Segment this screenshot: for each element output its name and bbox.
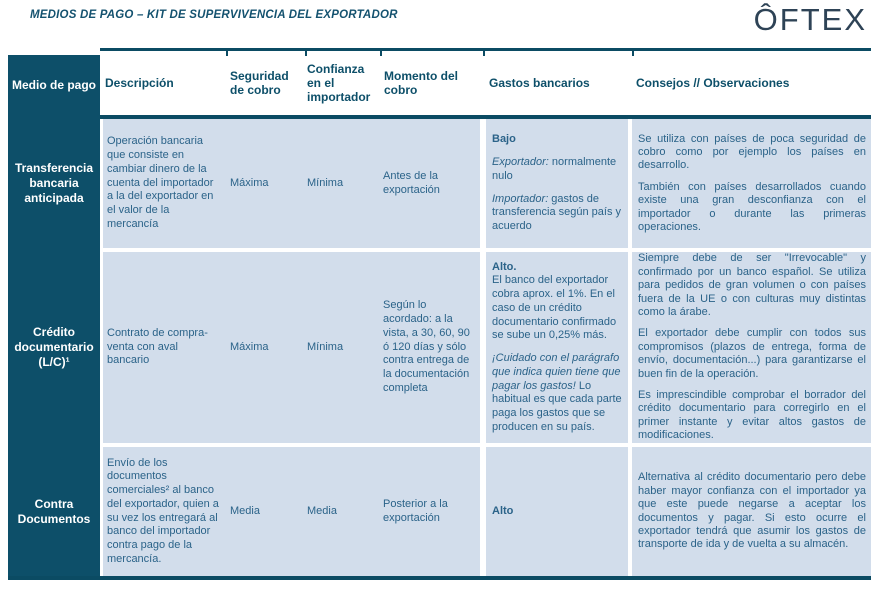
- header-consejos: Consejos // Observaciones: [636, 75, 790, 90]
- row1-main-cells: [103, 119, 480, 248]
- confianza-cell: Mínima: [307, 176, 344, 189]
- gastos-cell: [486, 119, 628, 248]
- seguridad-cell: Máxima: [230, 340, 269, 353]
- table-row: [0, 447, 881, 576]
- gastos-nivel: Alto.: [492, 260, 517, 273]
- confianza-cell: Media: [307, 504, 337, 517]
- header-medio-de-pago: Medio de pago: [12, 77, 96, 92]
- gastos-cell: [486, 252, 628, 443]
- header-confianza: Confianza en el importador: [307, 61, 371, 105]
- gastos-detalle: El banco del exportador cobra aprox. el 1%. En el caso de un crédito documentario confirmado se sube un 0,25% más.: [492, 274, 617, 342]
- descripcion-cell: Operación bancaria que consiste en cambiar dinero de la cuenta del importador a la del exportador en el valor de la mercancía: [107, 135, 214, 230]
- column-tick: [483, 48, 485, 56]
- seguridad-cell: Media: [230, 504, 260, 517]
- column-tick: [632, 48, 634, 56]
- consejos-cell: [632, 252, 871, 443]
- consejo-paragraph: Se utiliza con países de poca seguridad de cobro como por ejemplo los países en desarrollo.: [638, 132, 866, 172]
- header-momento: Momento del cobro: [384, 68, 458, 97]
- consejo-paragraph: El exportador debe cumplir con todos sus compromisos (plazos de entrega, forma de envío, documentación...) para garantizarse el buen fin de la operación.: [638, 327, 866, 380]
- header-gastos: Gastos bancarios: [489, 75, 590, 90]
- gastos-cell: [486, 447, 628, 576]
- consejos-cell: [632, 447, 871, 576]
- confianza-cell: Mínima: [307, 340, 344, 353]
- row-label-contra-documentos: Contra Documentos: [17, 496, 91, 526]
- consejo-paragraph: Es imprescindible comprobar el borrador del crédito documentario para corregirlo en el primer instante y evitar altos gastos de modificaciones.: [638, 389, 866, 442]
- consejos-cell: [632, 119, 871, 248]
- momento-cell: Antes de la exportación: [383, 169, 440, 196]
- row-label-transferencia: Transferencia bancaria anticipada: [14, 161, 94, 205]
- gastos-nivel: Alto: [492, 504, 514, 517]
- descripcion-cell: Contrato de compra-venta con aval bancario: [107, 326, 208, 367]
- row3-main-cells: [103, 447, 480, 576]
- consejo-paragraph: También con países desarrollados cuando existe una gran desconfianza con el importador o durante las primeras operaciones.: [638, 180, 866, 234]
- header-descripcion: Descripción: [105, 75, 174, 90]
- header-seguridad: Seguridad de cobro: [230, 68, 289, 97]
- row-label-credito-documentario: Crédito documentario (L/C)¹: [14, 325, 94, 369]
- oftex-logo: ÔFTEX: [753, 2, 867, 37]
- row2-main-cells: [103, 252, 480, 443]
- gastos-aviso: ¡Cuidado con el parágrafo que indica quien tiene que pagar los gastos! Lo habitual es que cada parte paga los gastos que se producen en su país.: [492, 352, 622, 433]
- momento-cell: Según lo acordado: a la vista, a 30, 60, 90 ó 120 días y sólo contra entrega de la documentación completa: [383, 299, 470, 394]
- consejo-paragraph: Alternativa al crédito documentario pero debe haber mayor confianza con el importador ya que este puede negarse a aceptar los documentos y pagar. Si esto ocurre el exportador tendrá que asumir los gastos de transporte de ida y de vuelta a su almacén.: [638, 471, 866, 551]
- gastos-nivel: Bajo: [492, 133, 516, 146]
- descripcion-cell: Envío de los documentos comerciales² al banco del exportador, quien a su vez los entregará al banco del importador contra pago de la mercancía.: [107, 456, 219, 565]
- consejo-paragraph: Siempre debe de ser "Irrevocable" y confirmado por un banco español. Se utiliza para pedidos de gran volumen o con países fuera de la UE o con culturas muy distintas como la árabe.: [638, 252, 866, 318]
- table-bottom-border: [8, 576, 871, 580]
- seguridad-cell: Máxima: [230, 176, 269, 189]
- table-row: [0, 252, 881, 443]
- column-tick: [226, 48, 228, 56]
- gastos-exportador: Exportador: normalmente nulo: [492, 156, 617, 182]
- gastos-importador: Importador: gastos de transferencia según país y acuerdo: [492, 192, 622, 232]
- momento-cell: Posterior a la exportación: [383, 497, 448, 524]
- table-row: [0, 119, 881, 248]
- page-title: MEDIOS DE PAGO – KIT DE SUPERVIVENCIA DEL EXPORTADOR: [30, 9, 398, 21]
